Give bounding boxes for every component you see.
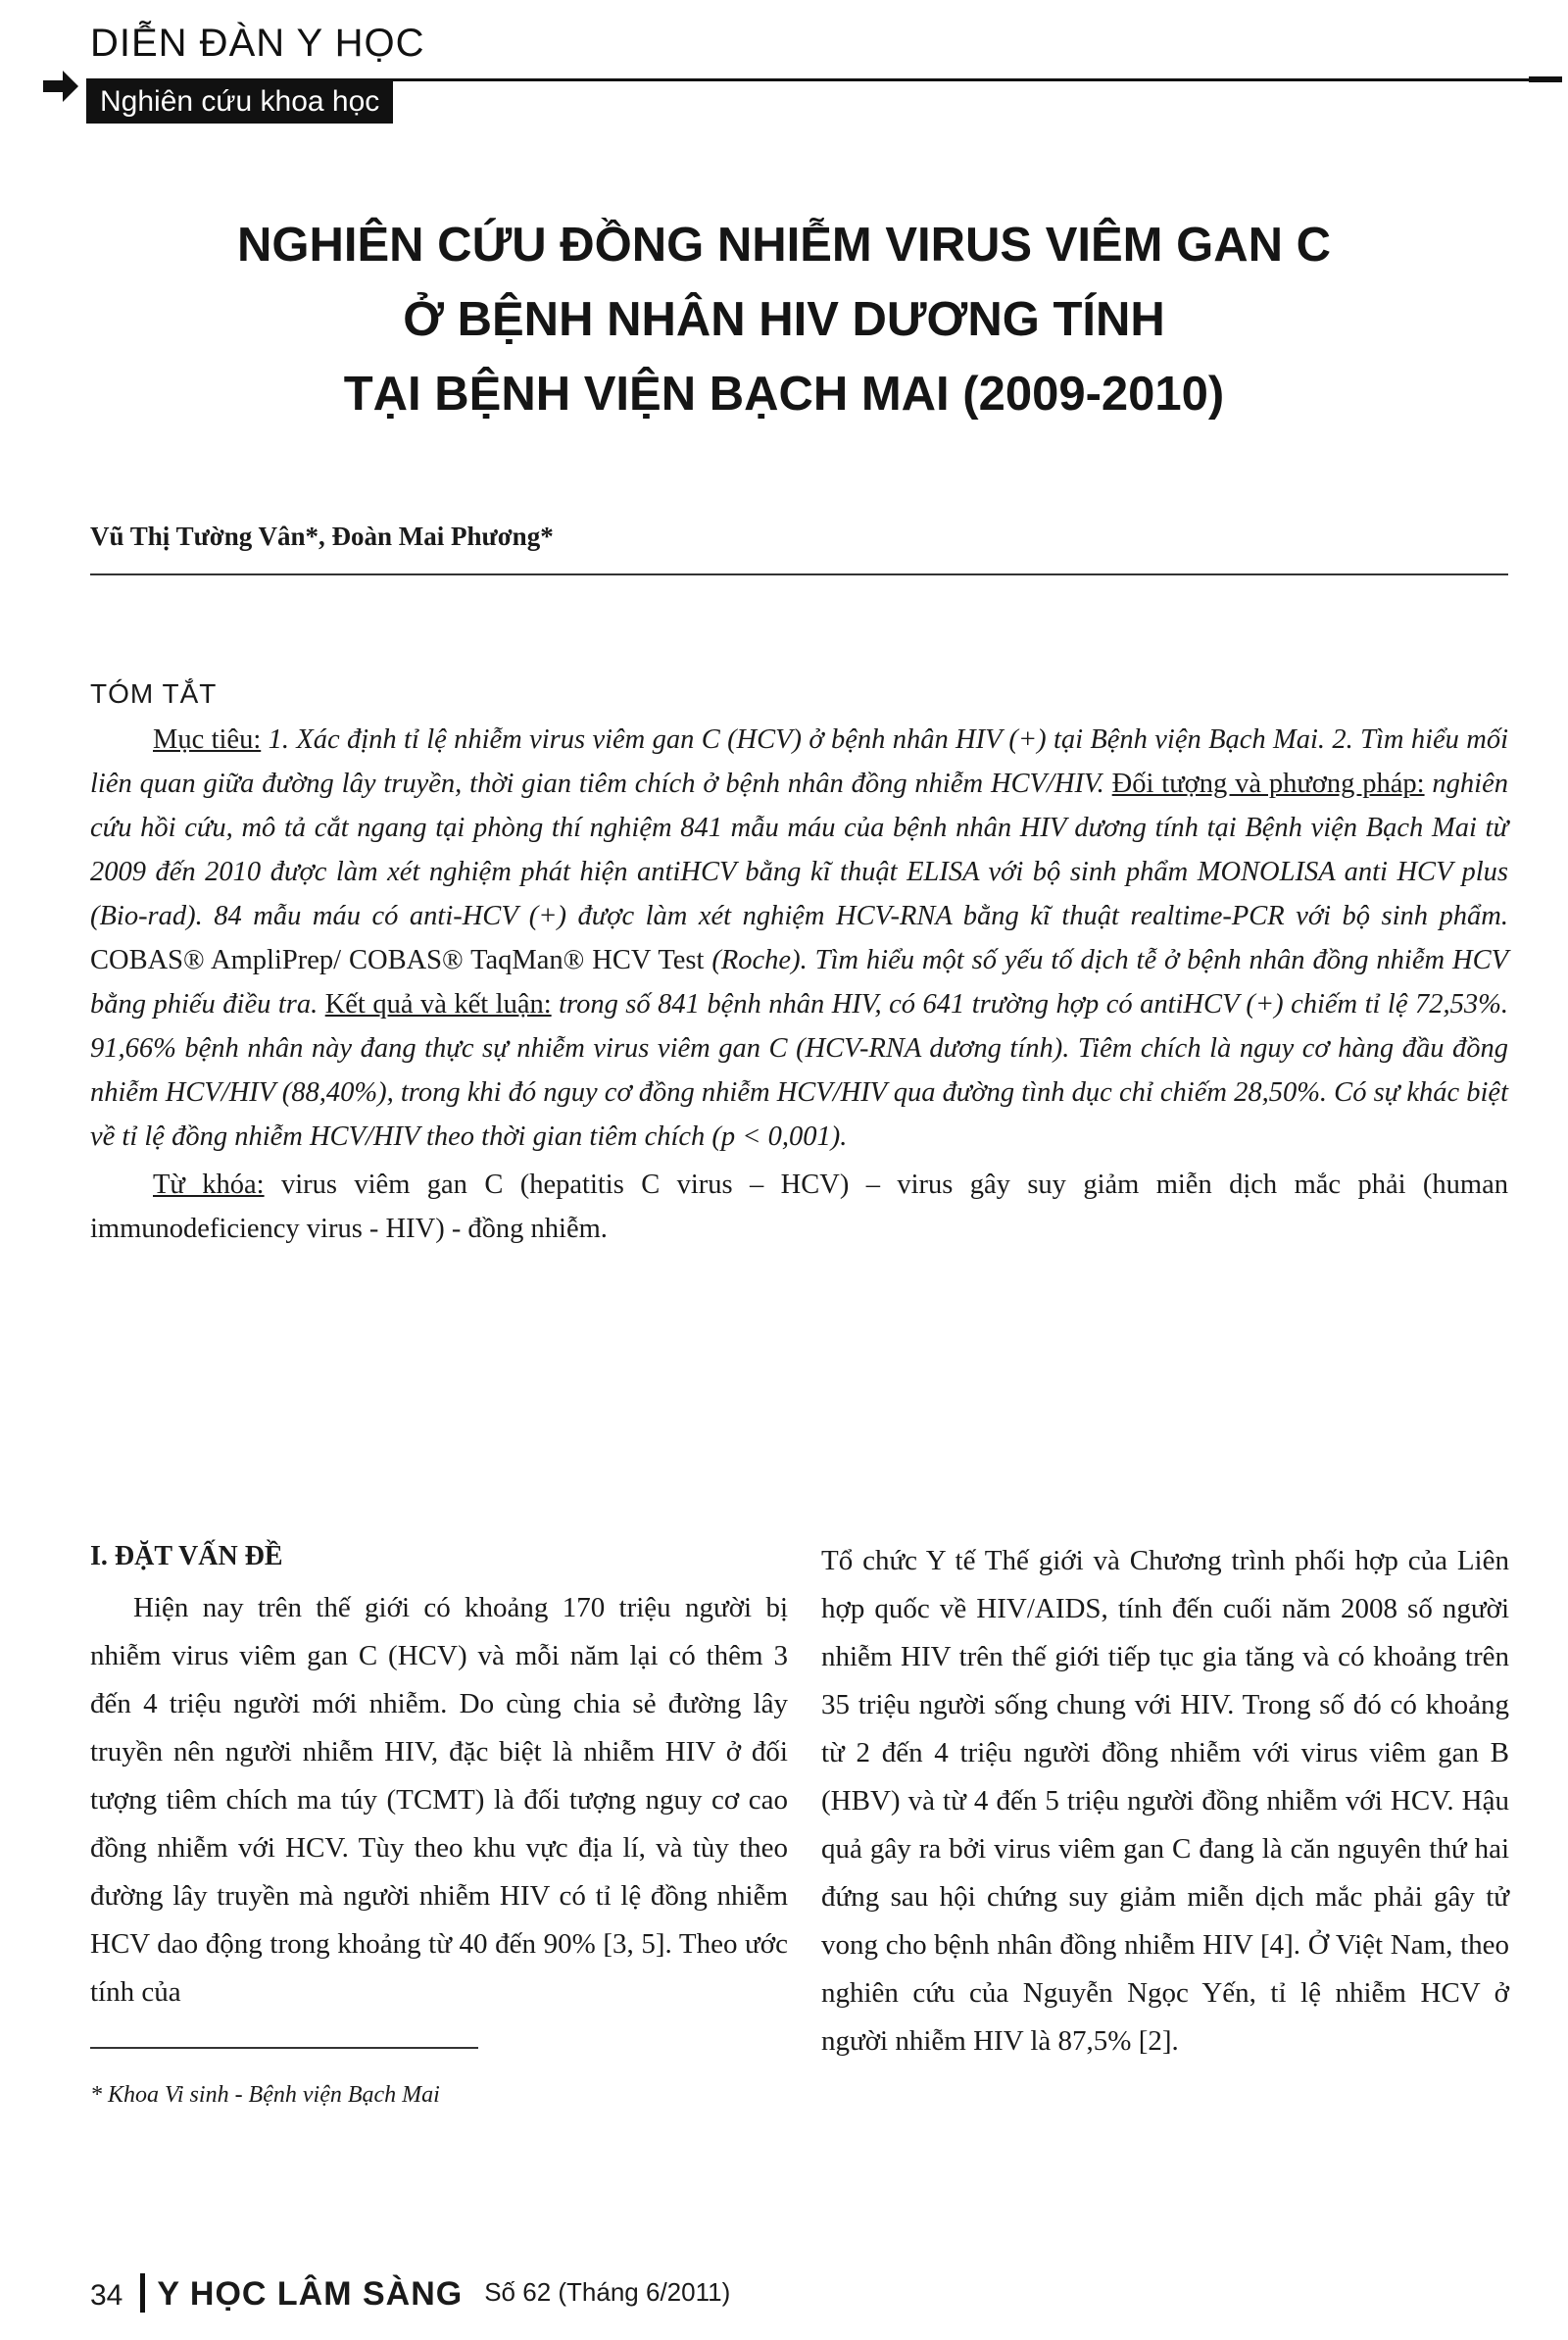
keywords-text: virus viêm gan C (hepatitis C virus – HCV) – virus gây suy giảm miễn dịch mắc phải (human immunodeficiency virus - HIV) - đồng nhiễm. [90, 1170, 1508, 1244]
page-number: 34 [90, 2279, 123, 2312]
footnote: * Khoa Vi sinh - Bệnh viện Bạch Mai [90, 2082, 440, 2108]
article-title [0, 208, 1568, 431]
footnote-divider [90, 2047, 478, 2049]
method-product: COBAS® AmpliPrep/ COBAS® TaqMan® HCV Test [90, 945, 712, 975]
title-line-2: Ở BỆNH NHÂN HIV DƯƠNG TÍNH [403, 293, 1165, 346]
abstract-heading: TÓM TẮT [90, 678, 218, 709]
result-label: Kết quả và kết luận: [324, 989, 552, 1020]
right-paragraph: Tổ chức Y tế Thế giới và Chương trình phối hợp của Liên hợp quốc về HIV/AIDS, tính đến cuối năm 2008 số người nhiễm HIV trên thế giới tiếp tục gia tăng và có khoảng trên 35 triệu người sống chung với HIV. Trong số đó có khoảng từ 2 đến 4 triệu người đồng nhiễm với virus viêm gan B (HBV) và từ 4 đến 5 triệu người đồng nhiễm với HCV. Hậu quả gây ra bởi virus viêm gan C đang là căn nguyên thứ hai đứng sau hội chứng suy giảm miễn dịch mắc phải gây tử vong cho bệnh nhân đồng nhiễm HIV [4]. Ở Việt Nam, theo nghiên cứu của Nguyễn Ngọc Yến, tỉ lệ nhiễm HCV ở người nhiễm HIV là 87,5% [2]. [821, 1545, 1509, 2057]
method-label: Đối tượng và phương pháp: [1111, 769, 1425, 799]
arrow-right-icon [41, 67, 80, 106]
result-text: trong số 841 bệnh nhân HIV, có 641 trường hợp có antiHCV (+) chiếm tỉ lệ 72,53%. 91,66% bệnh nhân này đang thực sự nhiễm virus viêm gan C (HCV-RNA dương tính). Tiêm chích là nguy cơ hàng đầu đồng nhiễm HCV/HIV (88,40%), trong khi đó nguy cơ đồng nhiễm HCV/HIV qua đường tình dục chỉ chiếm 28,50%. Có sự khác biệt về tỉ lệ đồng nhiễm HCV/HIV theo thời gian tiêm chích (p < 0,001). [90, 989, 1508, 1152]
section-title: DIỄN ĐÀN Y HỌC [90, 22, 425, 65]
issue-info: Số 62 (Tháng 6/2011) [484, 2277, 731, 2307]
page-footer [90, 2265, 730, 2314]
journal-name: Y HỌC LÂM SÀNG [157, 2275, 464, 2313]
header-rule-tail [1529, 76, 1562, 82]
objective-label: Mục tiêu: [153, 724, 262, 755]
keywords-paragraph [90, 1163, 1508, 1251]
title-line-1: NGHIÊN CỨU ĐỒNG NHIỄM VIRUS VIÊM GAN C [237, 219, 1331, 272]
left-paragraph: Hiện nay trên thế giới có khoảng 170 triệu người bị nhiễm virus viêm gan C (HCV) và mỗi năm lại có thêm 3 đến 4 triệu người mới nhiễm. Do cùng chia sẻ đường lây truyền nên người nhiễm HIV, đặc biệt là nhiễm HIV ở đối tượng tiêm chích ma túy (TCMT) là đối tượng nguy cơ cao đồng nhiễm với HCV. Tùy theo khu vực địa lí, và tùy theo đường lây truyền mà người nhiễm HIV có tỉ lệ đồng nhiễm HCV dao động trong khoảng từ 40 đến 90% [3, 5]. Theo ước tính của [90, 1592, 788, 2008]
right-column [821, 1537, 1509, 2066]
abstract-body [90, 718, 1508, 1251]
footer-divider [140, 2273, 145, 2313]
author-divider [90, 573, 1508, 575]
abstract-paragraph [90, 718, 1508, 1159]
objective-text: 1. Xác định tỉ lệ nhiễm virus viêm gan C (HCV) ở bệnh nhân HIV (+) tại Bệnh viện Bạch Mai. 2. Tìm hiểu mối liên quan giữa đường lây truyền, thời gian tiêm chích ở bệnh nhân đồng nhiễm HCV/HIV. [90, 724, 1508, 799]
left-column [90, 1537, 788, 2016]
section-heading: I. ĐẶT VẤN ĐỀ [90, 1541, 283, 1571]
authors: Vũ Thị Tường Vân*, Đoàn Mai Phương* [90, 522, 554, 551]
method-text: nghiên cứu hồi cứu, mô tả cắt ngang tại phòng thí nghiệm 841 mẫu máu của bệnh nhân HIV dương tính tại Bệnh viện Bạch Mai từ 2009 đến 2010 được làm xét nghiệm phát hiện antiHCV bằng kĩ thuật ELISA với bộ sinh phẩm MONOLISA anti HCV plus (Bio-rad). 84 mẫu máu có anti-HCV (+) được làm xét nghiệm HCV-RNA bằng kĩ thuật realtime-PCR với bộ sinh phẩm. [90, 769, 1508, 931]
keywords-label: Từ khóa: [153, 1170, 265, 1200]
subsection-label: Nghiên cứu khoa học [86, 80, 393, 124]
method-text-2: (Roche). Tìm hiểu một số yếu tố dịch tễ ở bệnh nhân đồng nhiễm HCV bằng phiếu điều tra. [90, 945, 1509, 1020]
title-line-3: TẠI BỆNH VIỆN BẠCH MAI (2009-2010) [343, 368, 1225, 421]
